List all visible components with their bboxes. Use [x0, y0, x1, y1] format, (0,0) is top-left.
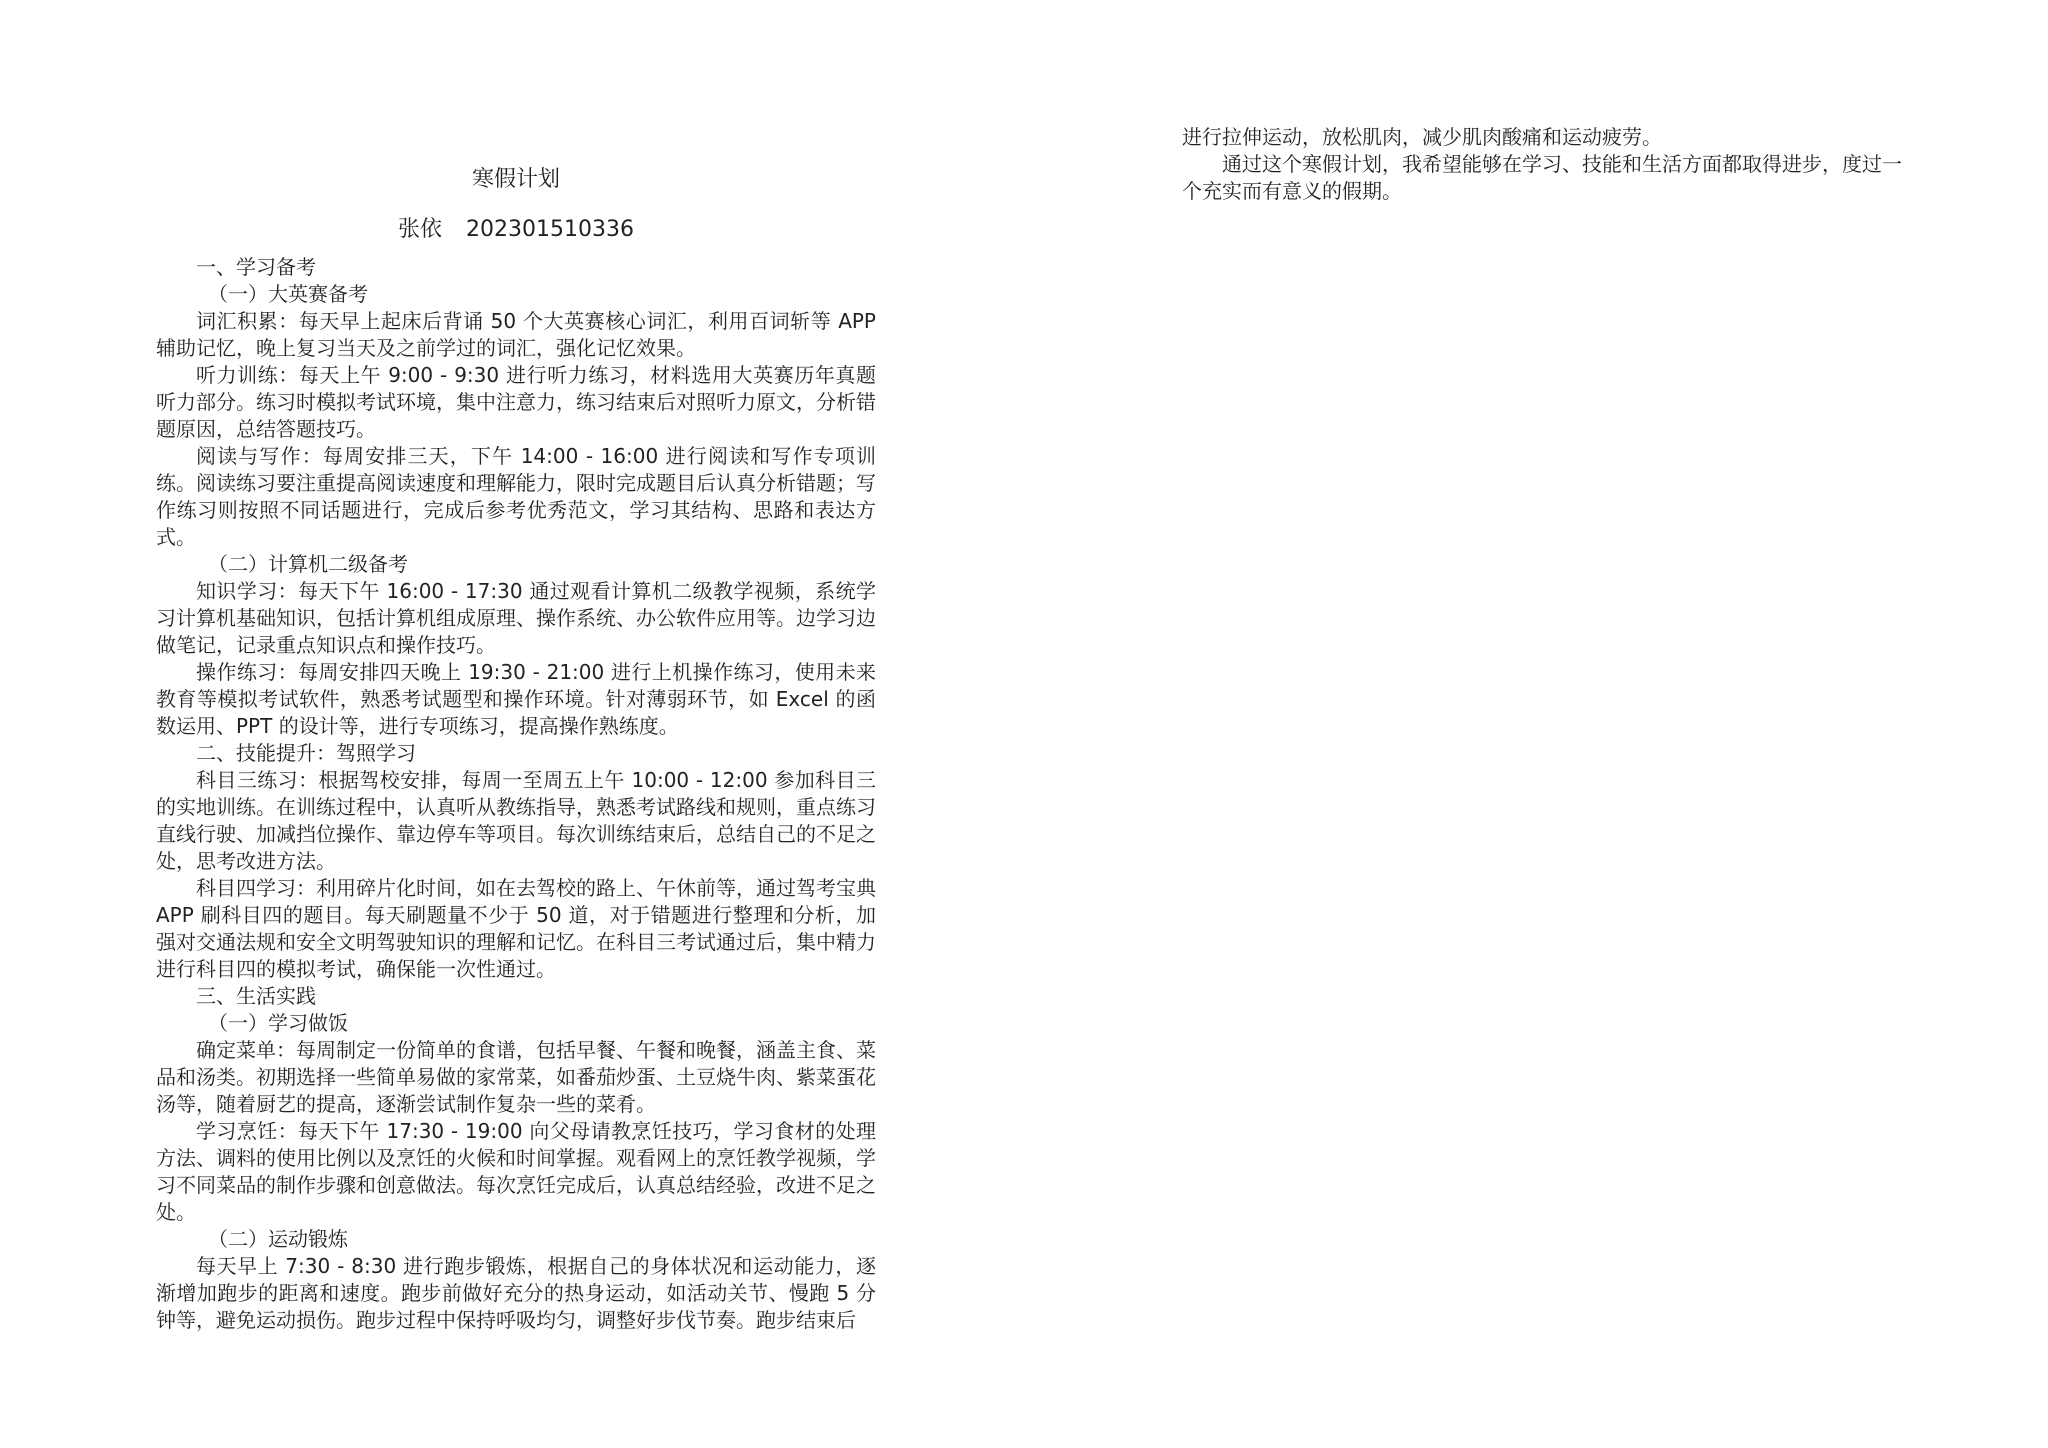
paragraph: 操作练习：每周安排四天晚上 19:30 - 21:00 进行上机操作练习，使用未来教育等模拟考试软件，熟悉考试题型和操作环境。针对薄弱环节，如 Excel 的函数运用、PPT 的设计等，进行专项练习，提高操作熟练度。: [156, 660, 876, 738]
right-page: [1182, 124, 1902, 205]
paragraph: 科目三练习：根据驾校安排，每周一至周五上午 10:00 - 12:00 参加科目三的实地训练。在训练过程中，认真听从教练指导，熟悉考试路线和规则，重点练习直线行驶、加减挡位操作、靠边停车等项目。每次训练结束后，总结自己的不足之处，思考改进方法。: [156, 768, 876, 873]
paragraph: 每天早上 7:30 - 8:30 进行跑步锻炼，根据自己的身体状况和运动能力，逐渐增加跑步的距离和速度。跑步前做好充分的热身运动，如活动关节、慢跑 5 分钟等，避免运动损伤。跑步过程中保持呼吸均匀，调整好步伐节奏。跑步结束后: [156, 1254, 876, 1332]
paragraph-continuation: 进行拉伸运动，放松肌肉，减少肌肉酸痛和运动疲劳。: [1182, 125, 1662, 149]
section-heading: 二、技能提升：驾照学习: [196, 741, 416, 765]
subsection-heading: （一）学习做饭: [208, 1011, 348, 1035]
section-heading: 三、生活实践: [196, 984, 316, 1008]
author-line: [156, 210, 876, 250]
paragraph: 听力训练：每天上午 9:00 - 9:30 进行听力练习，材料选用大英赛历年真题听力部分。练习时模拟考试环境，集中注意力，练习结束后对照听力原文，分析错题原因，总结答题技巧。: [156, 363, 876, 441]
paragraph: 学习烹饪：每天下午 17:30 - 19:00 向父母请教烹饪技巧，学习食材的处理方法、调料的使用比例以及烹饪的火候和时间掌握。观看网上的烹饪教学视频，学习不同菜品的制作步骤和创意做法。每次烹饪完成后，认真总结经验，改进不足之处。: [156, 1119, 876, 1224]
paragraph: 知识学习：每天下午 16:00 - 17:30 通过观看计算机二级教学视频，系统学习计算机基础知识，包括计算机组成原理、操作系统、办公软件应用等。边学习边做笔记，记录重点知识点和操作技巧。: [156, 579, 876, 657]
subsection-heading: （二）运动锻炼: [208, 1227, 348, 1251]
paragraph: 确定菜单：每周制定一份简单的食谱，包括早餐、午餐和晚餐，涵盖主食、菜品和汤类。初期选择一些简单易做的家常菜，如番茄炒蛋、土豆烧牛肉、紫菜蛋花汤等，随着厨艺的提高，逐渐尝试制作复杂一些的菜肴。: [156, 1038, 876, 1116]
author-name: 张依: [398, 217, 443, 242]
subsection-heading: （一）大英赛备考: [208, 282, 368, 306]
document-body: [156, 254, 876, 1334]
paragraph: 阅读与写作：每周安排三天，下午 14:00 - 16:00 进行阅读和写作专项训练。阅读练习要注重提高阅读速度和理解能力，限时完成题目后认真分析错题；写作练习则按照不同话题进行，完成后参考优秀范文，学习其结构、思路和表达方式。: [156, 444, 876, 549]
left-page: [156, 160, 876, 1334]
student-id: 202301510336: [466, 217, 634, 242]
section-heading: 一、学习备考: [196, 255, 316, 279]
document-title: 寒假计划: [471, 167, 560, 192]
paragraph-conclusion: 通过这个寒假计划，我希望能够在学习、技能和生活方面都取得进步，度过一个充实而有意义的假期。: [1182, 152, 1902, 203]
paragraph: 词汇积累：每天早上起床后背诵 50 个大英赛核心词汇，利用百词斩等 APP 辅助记忆，晚上复习当天及之前学过的词汇，强化记忆效果。: [156, 309, 876, 360]
paragraph: 科目四学习：利用碎片化时间，如在去驾校的路上、午休前等，通过驾考宝典 APP 刷科目四的题目。每天刷题量不少于 50 道，对于错题进行整理和分析，加强对交通法规和安全文明驾驶知识的理解和记忆。在科目三考试通过后，集中精力进行科目四的模拟考试，确保能一次性通过。: [156, 876, 876, 981]
subsection-heading: （二）计算机二级备考: [208, 552, 408, 576]
